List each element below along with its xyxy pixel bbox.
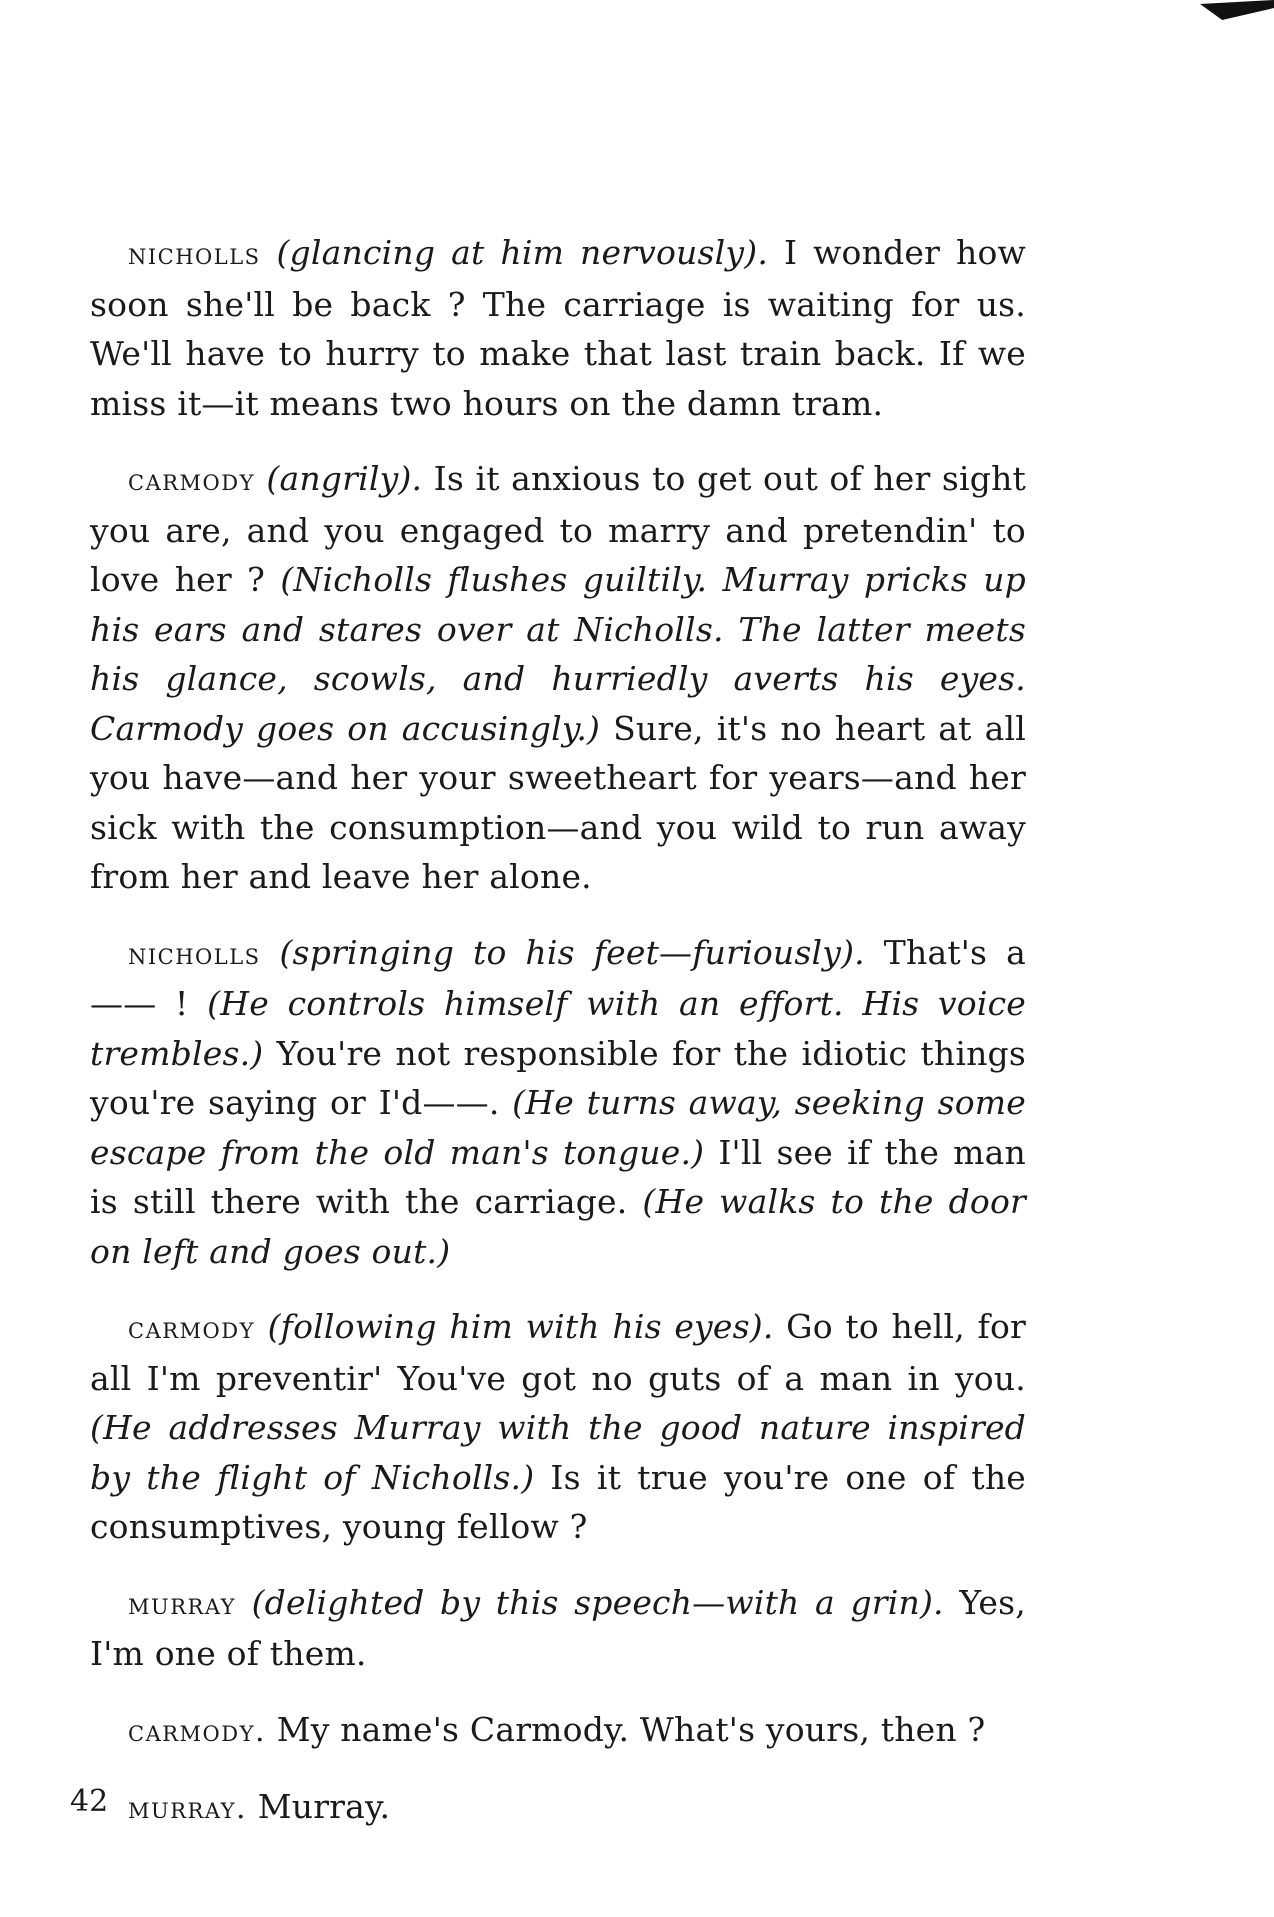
stage-direction: (He walks to the door on left and goes out.) (90, 1182, 1027, 1271)
speaker-name: murray. (128, 1791, 248, 1826)
speaker-name: carmody. (128, 1713, 266, 1749)
speaker-name: carmody (128, 1311, 255, 1346)
stage-direction: (glancing at him nervously). (276, 233, 769, 272)
dialogue: Murray. (257, 1787, 391, 1826)
stage-direction: (delighted by this speech—with a grin). (251, 1582, 944, 1622)
stage-direction: (He turns away, seeking some escape from the old man's tongue.) (90, 1083, 1026, 1172)
dialogue: Sure, it's no heart at all you have—and her your sweetheart for years—and her sick with the consumption—and you wild to run away from her and leave her alone. (90, 708, 1026, 896)
speaker-name: nicholls (128, 237, 261, 272)
speech-2 (90, 454, 1026, 902)
speech-3 (90, 928, 1026, 1277)
speech-6 (90, 1705, 1026, 1757)
page-corner-mark (1200, 0, 1274, 20)
dialogue: I wonder how soon she'll be back ? The carriage is waiting for us. We'll have to hurry to make that last train back. If we miss it—it means two hours on the damn tram. (90, 233, 1026, 423)
play-text (90, 228, 1026, 1860)
dialogue: You're not responsible for the idiotic things you're saying or I'd——. (90, 1033, 1026, 1122)
stage-direction: (Nicholls flushes guiltily. Murray pricks up his ears and stares over at Nicholls. The latter meets his glance, scowls, and hurriedly averts his eyes. Carmody goes on accusingly.) (90, 560, 1027, 748)
speech-4 (90, 1302, 1026, 1552)
dialogue: That's a—— ! (90, 932, 1026, 1023)
stage-direction: (following him with his eyes). (267, 1307, 774, 1346)
stage-direction: (He addresses Murray with the good nature inspired by the flight of Nicholls.) (90, 1408, 1026, 1497)
dialogue: My name's Carmody. What's yours, then ? (276, 1709, 986, 1749)
speech-7 (90, 1782, 1026, 1834)
speech-5 (90, 1578, 1026, 1679)
page-number: 42 (70, 1784, 109, 1819)
dialogue: I'll see if the man is still there with the carriage. (90, 1132, 1026, 1221)
speaker-name: nicholls (128, 936, 261, 972)
speech-1 (90, 228, 1026, 428)
dialogue: Is it anxious to get out of her sight you are, and you engaged to marry and pretendin' to love her ? (90, 459, 1026, 599)
stage-direction: (He controls himself with an effort. His voice trembles.) (90, 984, 1026, 1073)
dialogue: Yes, I'm one of them. (90, 1582, 1026, 1673)
stage-direction: (angrily). (266, 459, 423, 498)
speaker-name: murray (128, 1586, 237, 1622)
dialogue: Is it true you're one of the consumptives, young fellow ? (90, 1457, 1027, 1546)
speaker-name: carmody (128, 463, 255, 498)
stage-direction: (springing to his feet—furiously). (279, 932, 865, 972)
dialogue: Go to hell, for all I'm preventir' You've got no guts of a man in you. (90, 1307, 1026, 1398)
